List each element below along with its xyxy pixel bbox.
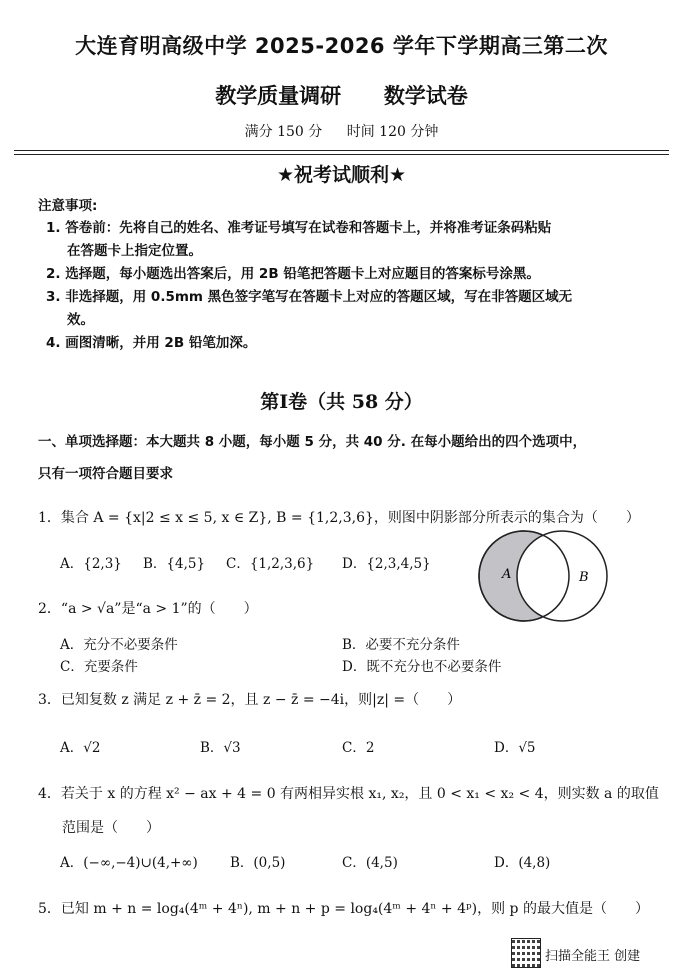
- q1-option-c: C．{1,2,3,6}: [226, 556, 315, 572]
- venn-diagram: [474, 528, 624, 624]
- notice-item-cont: 效。: [67, 312, 94, 328]
- notice-heading: 注意事项:: [38, 198, 98, 214]
- q3-option-b: B．√3: [200, 740, 241, 756]
- question-4-stem-line1: 4．若关于 x 的方程 x² − ax + 4 = 0 有两相异实根 x₁, x₂，且 0 < x₁ < x₂ < 4，则实数 a 的取值: [38, 786, 659, 802]
- q4-option-b: B．(0,5): [230, 855, 286, 871]
- question-1-stem: 1．集合 A = {x|2 ≤ x ≤ 5, x ∈ Z}, B = {1,2,3,6}，则图中阴影部分所表示的集合为（ ）: [38, 510, 640, 526]
- venn-label-b: B: [579, 570, 589, 585]
- question-4-stem-line2: 范围是（ ）: [62, 820, 160, 836]
- notice-num: 1.: [46, 220, 61, 236]
- q1-option-d: D．{2,3,4,5}: [342, 556, 431, 572]
- header-rule-bottom: [14, 154, 669, 155]
- notice-item: [46, 217, 666, 240]
- notice-item-cont: 在答题卡上指定位置。: [67, 243, 202, 259]
- notice-text: 画图清晰，并用 2B 铅笔加深。: [65, 335, 257, 351]
- venn-label-a: A: [502, 567, 512, 582]
- q3-option-a: A．√2: [60, 740, 101, 756]
- exam-title-part-a: 教学质量调研: [215, 84, 342, 108]
- q4-option-a: A．(−∞,−4)∪(4,+∞): [60, 855, 198, 871]
- notice-num: 2.: [46, 266, 61, 282]
- time-limit: 时间 120 分钟: [346, 124, 439, 140]
- slogan: ★祝考试顺利★: [276, 164, 407, 186]
- notice-num: 4.: [46, 335, 61, 351]
- qr-code-icon: [511, 938, 541, 968]
- q2-option-b: B．必要不充分条件: [342, 637, 460, 653]
- instruction-line2: 只有一项符合题目要求: [38, 466, 173, 482]
- q3-option-d: D．√5: [494, 740, 536, 756]
- notice-text: 选择题，每小题选出答案后，用 2B 铅笔把答题卡上对应题目的答案标号涂黑。: [65, 266, 540, 282]
- exam-title-line2: [0, 80, 683, 110]
- full-score: 满分 150 分: [244, 124, 323, 140]
- notice-text: 答卷前：先将自己的姓名、准考证号填写在试卷和答题卡上，并将准考证条码粘贴: [65, 220, 552, 236]
- q2-option-a: A．充分不必要条件: [60, 637, 178, 653]
- q2-option-d: D．既不充分也不必要条件: [342, 659, 502, 675]
- notice-item: [46, 332, 666, 355]
- q1-option-a: A．{2,3}: [60, 556, 122, 572]
- notice-num: 3.: [46, 289, 61, 305]
- exam-meta: [0, 121, 683, 141]
- notice-text: 非选择题，用 0.5mm 黑色签字笔写在答题卡上对应的答题区域，写在非答题区域无: [65, 289, 573, 305]
- q4-option-c: C．(4,5): [342, 855, 398, 871]
- header-rule-top: [14, 150, 669, 151]
- instruction-line1: 一、单项选择题：本大题共 8 小题，每小题 5 分，共 40 分. 在每小题给出的四个选项中，: [38, 434, 587, 450]
- notice-list: [46, 217, 666, 355]
- section-title: 第Ⅰ卷（共 58 分）: [260, 391, 423, 413]
- exam-title-line1: 大连育明高级中学 2025-2026 学年下学期高三第二次: [75, 34, 608, 58]
- q2-option-c: C．充要条件: [60, 659, 138, 675]
- exam-title-part-b: 数学试卷: [383, 84, 468, 108]
- section-instruction: [38, 431, 668, 486]
- question-3-stem: 3．已知复数 z 满足 z + z̄ = 2，且 z − z̄ = −4i，则|z| =（ ）: [38, 692, 462, 708]
- scanner-watermark: 扫描全能王 创建: [545, 949, 641, 964]
- question-2-stem: 2．“a > √a”是“a > 1”的（ ）: [38, 601, 258, 617]
- q4-option-d: D．(4,8): [494, 855, 551, 871]
- question-5-stem: 5．已知 m + n = log₄(4ᵐ + 4ⁿ), m + n + p = log₄(4ᵐ + 4ⁿ + 4ᵖ)，则 p 的最大值是（ ）: [38, 901, 649, 917]
- q1-option-b: B．{4,5}: [143, 556, 206, 572]
- notice-item: [46, 263, 666, 286]
- notice-item: [46, 286, 666, 309]
- q3-option-c: C．2: [342, 740, 375, 756]
